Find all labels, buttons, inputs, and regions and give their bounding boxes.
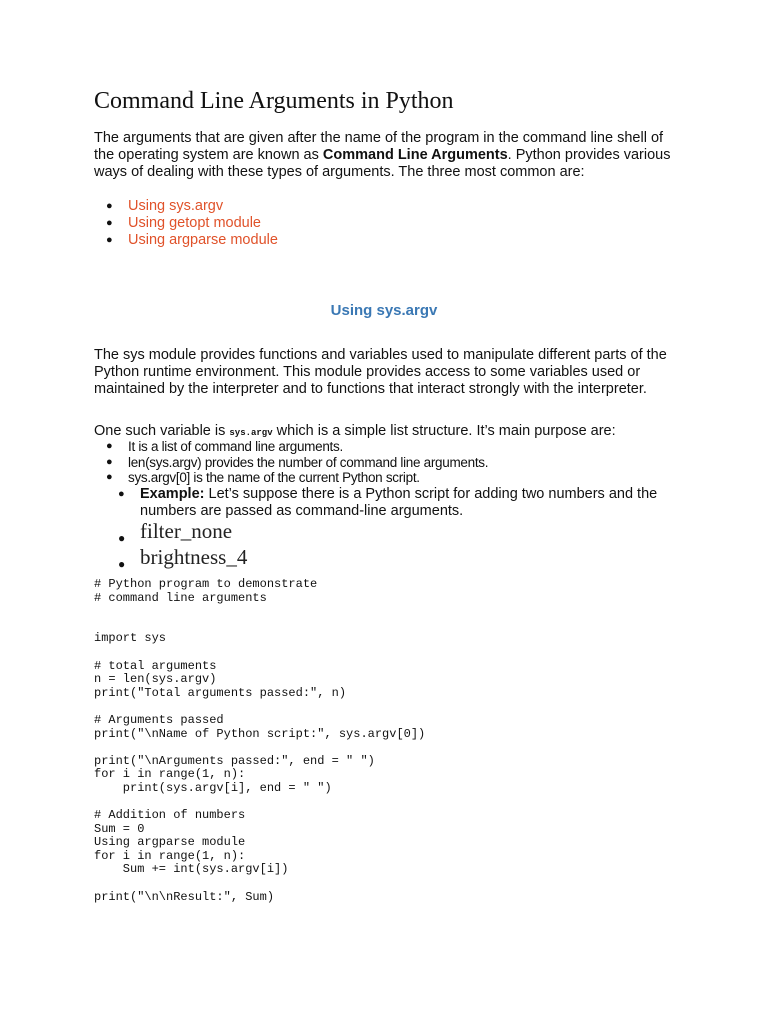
toc-item-getopt[interactable] [106, 215, 278, 232]
bullet-icon: ● [106, 471, 113, 483]
example-list [118, 486, 700, 520]
code-controls [118, 518, 248, 571]
brightness-label[interactable]: brightness_4 [140, 545, 248, 569]
variable-text-before: One such variable is [94, 423, 230, 439]
toc-list [106, 198, 278, 249]
example-text: Let’s suppose there is a Python script for adding two numbers and the numbers are passed as command-line arguments. [140, 486, 658, 519]
sys-module-paragraph: The sys module provides functions and variables used to manipulate different parts of the Python runtime environment. This module provides access to some variables used or maintained by the interpreter and to functions that interact strongly with the interpreter. [94, 347, 667, 397]
list-item-text: len(sys.argv) provides the number of command line arguments. [128, 454, 489, 470]
toc-link[interactable]: Using sys.argv [128, 198, 224, 214]
purpose-list [106, 439, 489, 486]
inline-code: sys.argv [229, 428, 273, 438]
intro-bold-term: Command Line Arguments [322, 147, 508, 163]
toc-link[interactable]: Using argparse module [128, 232, 278, 248]
bullet-icon: ● [118, 557, 126, 571]
filter-none-label[interactable]: filter_none [140, 519, 233, 543]
toc-link[interactable]: Using getopt module [128, 215, 261, 231]
intro-text-after: . Python provides various ways of dealing with these types of arguments. The three most common are: [94, 147, 671, 180]
bullet-icon: ● [106, 455, 113, 468]
bullet-icon: ● [118, 531, 126, 545]
bullet-icon: ● [106, 217, 113, 229]
bullet-icon: ● [106, 234, 113, 246]
page-title: Command Line Arguments in Python [94, 88, 454, 114]
brightness-control[interactable] [118, 544, 248, 571]
list-item [106, 470, 488, 486]
code-block: # Python program to demonstrate # command line arguments import sys # total arguments n = len(sys.argv) print("Total arguments passed:", n) # Arguments passed print("\nName of Python script:", sys.argv[0]) print("\nArguments passed:", end = " ") for i in range(1, n): print(sys.argv[i], end = " ") # Addition of numbers Sum = 0 Using argparse module for i in range(1, n): Sum += int(sys.argv[i]) print("\n\nResult:", Sum) [94, 577, 426, 904]
list-item [106, 439, 488, 455]
intro-paragraph [94, 130, 674, 181]
list-item-text: It is a list of command line arguments. [128, 439, 343, 454]
filter-none-control[interactable] [118, 518, 247, 545]
bullet-icon: ● [106, 200, 113, 212]
example-label: Example: [140, 486, 205, 502]
toc-item-sys-argv[interactable] [106, 198, 278, 215]
variable-text-after: which is a simple list structure. It’s main purpose are: [272, 423, 616, 439]
toc-item-argparse[interactable] [106, 232, 278, 249]
example-item [118, 486, 700, 520]
bullet-icon: ● [106, 440, 113, 452]
list-item-text: sys.argv[0] is the name of the current Python script. [128, 470, 420, 485]
intro-text-before: The arguments that are given after the name of the program in the command line shell of the operating system are known as [94, 130, 664, 163]
bullet-icon: ● [118, 488, 125, 500]
list-item [106, 454, 489, 471]
section-heading: Using sys.argv [330, 302, 438, 319]
